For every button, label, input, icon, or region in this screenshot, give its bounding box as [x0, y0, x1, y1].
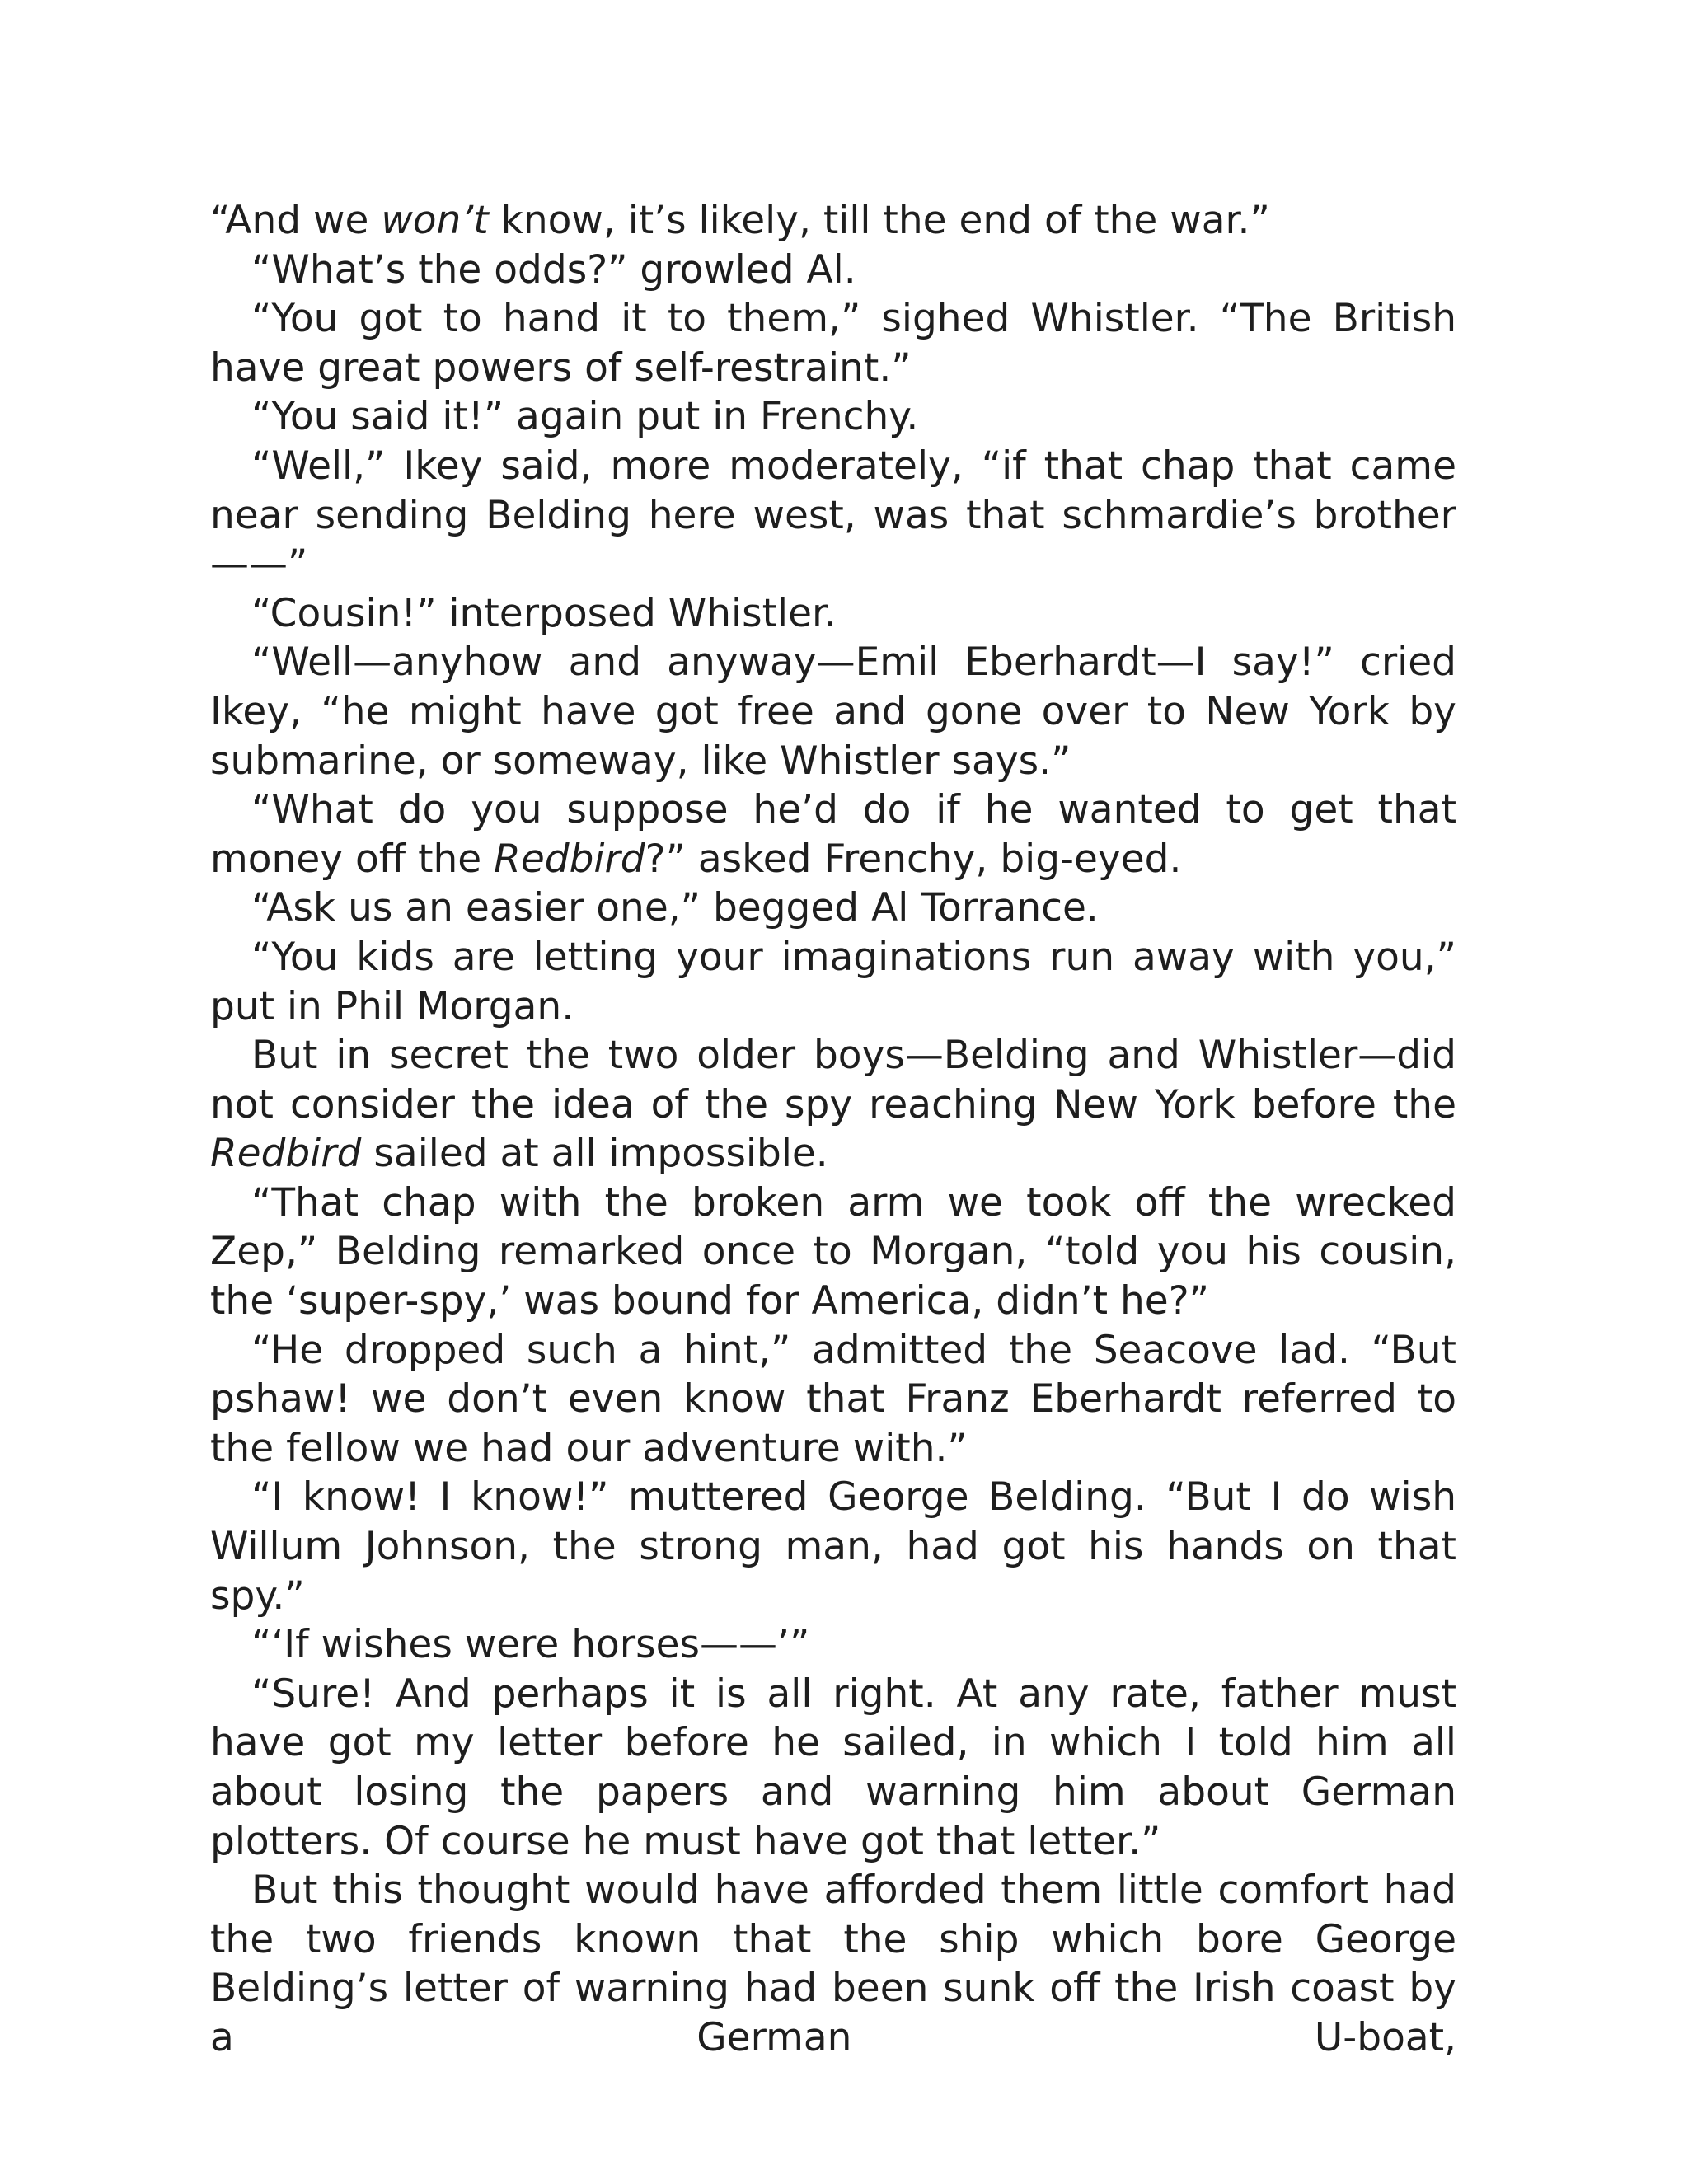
text-run: “That chap with the broken arm we took off the wrecked Zep,” Belding remarked once to Morgan, “told you his cousin, the ‘super-spy,’ was bound for America, didn’t he?” [210, 1179, 1456, 1324]
paragraph [210, 1670, 1456, 1866]
paragraph [210, 638, 1456, 785]
paragraph [210, 1179, 1456, 1326]
text-run: “What do you suppose he’d do if he wanted to get that money off the [210, 787, 1456, 882]
text-run: “I know! I know!” muttered George Belding. “But I do wish Willum Johnson, the strong man, had got his hands on that spy.” [210, 1474, 1456, 1619]
text-run: “Well,” Ikey said, more moderately, “if that chap that came near sending Belding here west, was that schmardie’s brother——” [210, 443, 1456, 588]
paragraph [210, 785, 1456, 883]
text-run: “What’s the odds?” growled Al. [251, 246, 856, 293]
paragraph [210, 392, 1456, 442]
paragraph [210, 246, 1456, 295]
italic-run: won’t [381, 198, 489, 243]
italic-run: Redbird [494, 836, 645, 882]
paragraph [210, 883, 1456, 933]
text-run: “You said it!” again put in Frenchy. [251, 394, 919, 440]
paragraph [210, 589, 1456, 639]
paragraph [210, 442, 1456, 589]
italic-run: Redbird [210, 1131, 362, 1177]
paragraph [210, 294, 1456, 392]
text-run: “Ask us an easier one,” begged Al Torrance. [251, 885, 1099, 931]
paragraph [210, 1326, 1456, 1474]
text-run: “‘If wishes were horses——’” [251, 1622, 810, 1668]
paragraph [210, 1473, 1456, 1620]
paragraph [210, 1620, 1456, 1670]
text-run: But in secret the two older boys—Belding and Whistler—did not consider the idea of the spy reaching New York before the [210, 1033, 1456, 1127]
text-run: “Cousin!” interposed Whistler. [251, 590, 837, 636]
text-run: “Sure! And perhaps it is all right. At any rate, father must have got my letter before he sailed, in which I told him all about losing the papers and warning him about German plotters. Of course he must have got that letter.” [210, 1671, 1456, 1864]
text-run: “Well—anyhow and anyway—Emil Eberhardt—I say!” cried Ikey, “he might have got free and gone over to New York by submarine, or someway, like Whistler says.” [210, 640, 1456, 784]
paragraph [210, 1866, 1456, 2062]
text-run: “And we [210, 198, 382, 243]
text-run: know, it’s likely, till the end of the war.” [488, 198, 1270, 243]
book-page [210, 196, 1456, 2063]
paragraph [210, 1031, 1456, 1179]
text-run: “He dropped such a hint,” admitted the Seacove lad. “But pshaw! we don’t even know that Franz Eberhardt referred to the fellow we had our adventure with.” [210, 1327, 1456, 1471]
text-run: “You got to hand it to them,” sighed Whistler. “The British have great powers of self-restraint.” [210, 296, 1456, 391]
text-run: But this thought would have afforded them little comfort had the two friends known that the ship which bore George Belding’s letter of warning had been sunk off the Irish coast by a German U-boat, [210, 1868, 1456, 2060]
text-run: ?” asked Frenchy, big-eyed. [645, 836, 1182, 882]
paragraph [210, 196, 1456, 246]
text-run: “You kids are letting your imaginations run away with you,” put in Phil Morgan. [210, 934, 1456, 1029]
paragraph [210, 933, 1456, 1031]
text-run: sailed at all impossible. [361, 1131, 828, 1177]
